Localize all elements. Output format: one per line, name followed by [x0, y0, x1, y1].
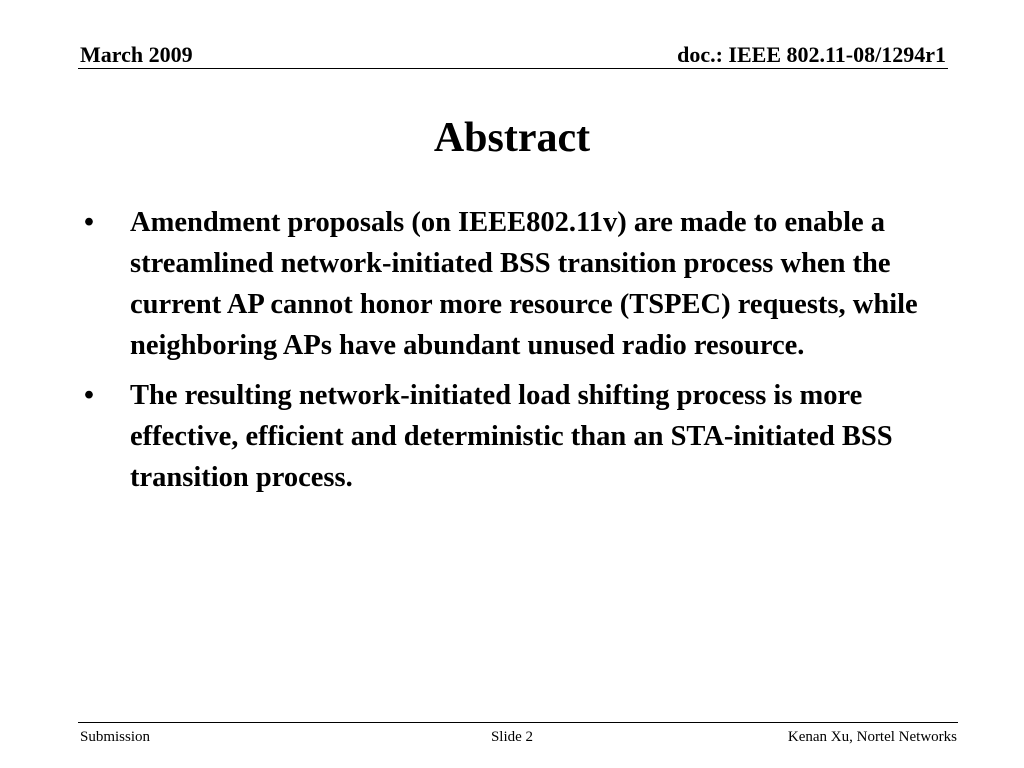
bullet-item — [84, 375, 964, 498]
bullet-text: The resulting network-initiated load shifting process is more effective, efficient and deterministic than an STA-initiated BSS transition process. — [130, 380, 893, 493]
footer-divider — [78, 722, 958, 723]
header-date: March 2009 — [80, 42, 193, 67]
footer-submission: Submission — [80, 729, 151, 745]
bullet-icon: • — [84, 380, 94, 411]
bullet-text: Amendment proposals (on IEEE802.11v) are made to enable a streamlined network-initiated BSS transition process when the current AP cannot honor more resource (TSPEC) requests, while neighboring APs have abundant unused radio resource. — [130, 207, 918, 361]
header-divider — [78, 68, 948, 69]
bullet-list — [84, 202, 964, 507]
footer-author: Kenan Xu, Nortel Networks — [787, 729, 957, 745]
slide-title: Abstract — [433, 115, 591, 161]
bullet-icon: • — [84, 207, 94, 238]
footer-slide-number: Slide 2 — [490, 729, 534, 745]
header-doc-id: doc.: IEEE 802.11-08/1294r1 — [677, 42, 946, 67]
bullet-item — [84, 202, 964, 366]
